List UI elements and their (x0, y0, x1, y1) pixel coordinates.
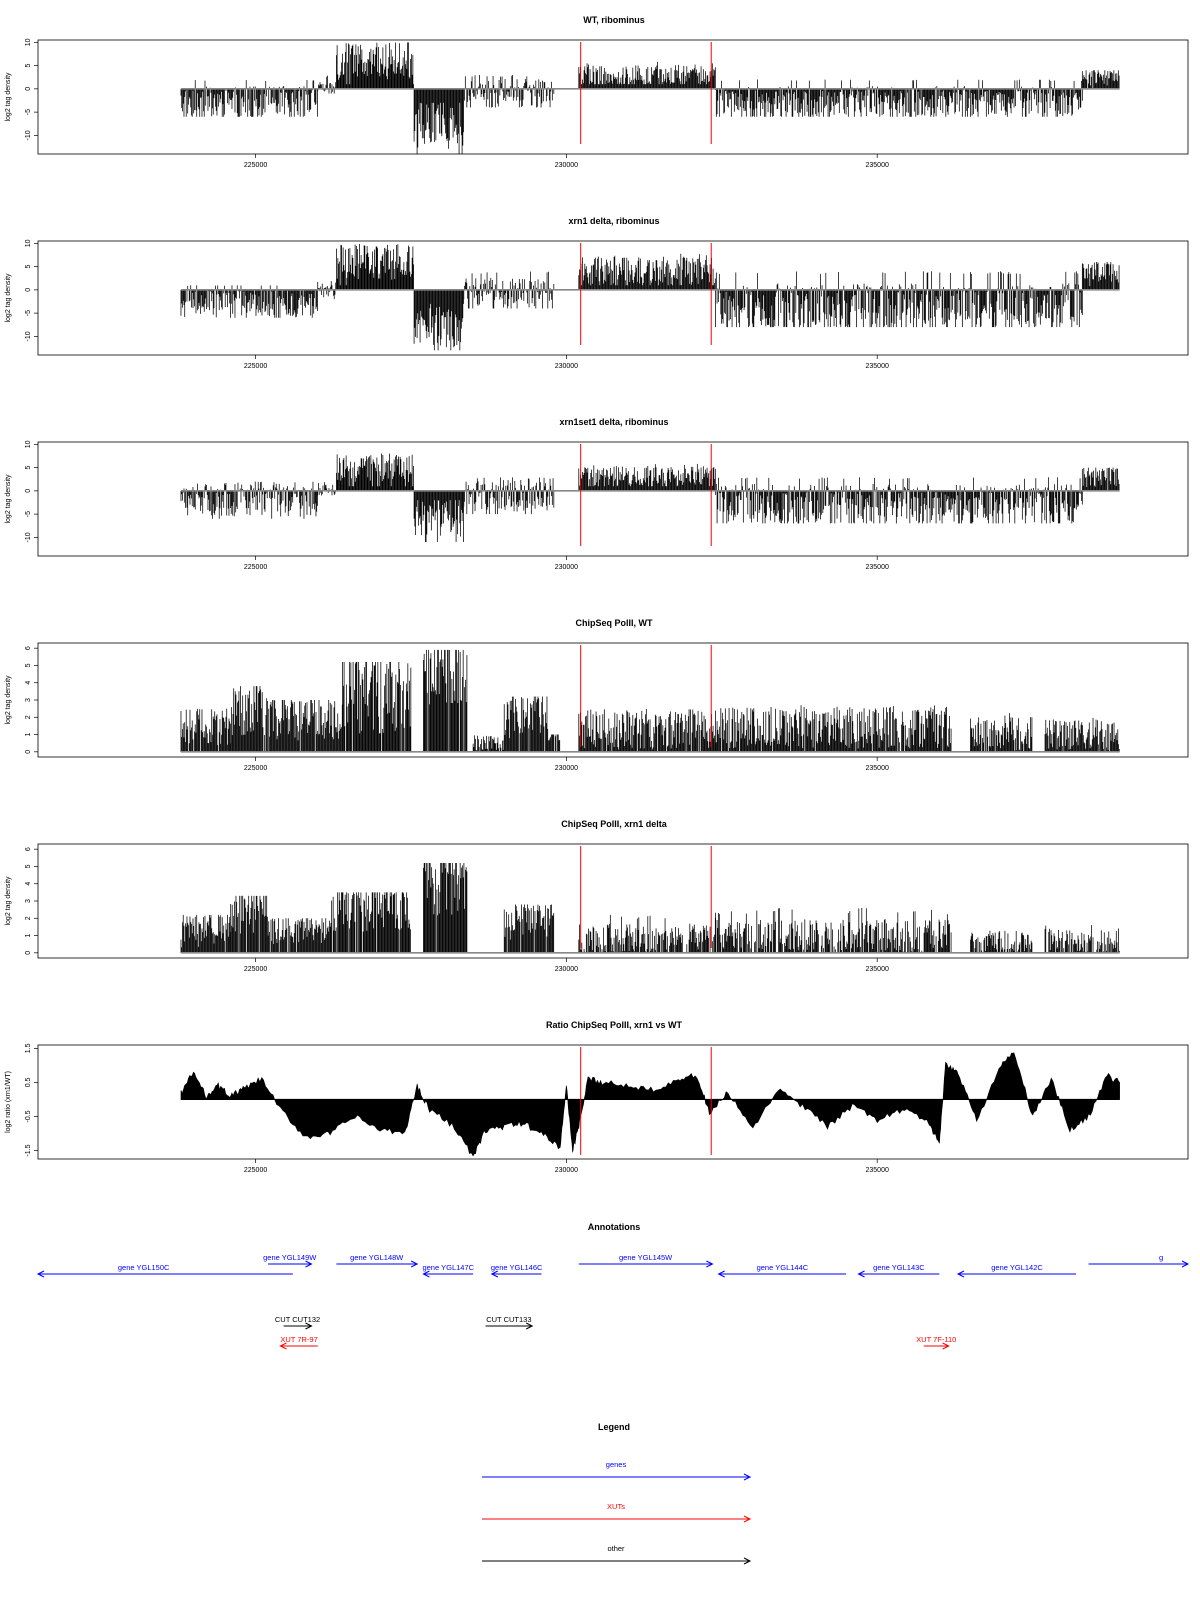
bar-segment-6 (473, 735, 504, 751)
track-panels (5, 15, 1188, 1174)
bar-segment-5 (423, 650, 467, 752)
data-series (181, 454, 1120, 542)
y-axis-label: log2 tag density (5, 474, 12, 524)
bar-segment-6 (579, 254, 716, 290)
bar-segment-2 (318, 76, 336, 94)
bar-segment-7 (504, 697, 547, 752)
y-axis-label: log2 tag density (5, 273, 12, 323)
y-tick-label: 5 (25, 663, 32, 668)
x-tick-label: 225000 (243, 966, 268, 973)
y-tick-label: 0 (25, 488, 32, 493)
bar-segment-2 (318, 482, 336, 495)
bar-segment-7 (716, 80, 1083, 117)
track-panel-5 (5, 819, 1188, 973)
y-tick-label: 6 (25, 646, 32, 651)
y-tick-label: -10 (25, 532, 32, 543)
plot-frame (38, 241, 1188, 355)
y-tick-label: 4 (25, 680, 32, 685)
panel-title: WT, ribominus (583, 15, 645, 25)
x-tick-label: 235000 (865, 564, 889, 571)
panel-title: ChipSeq PolII, xrn1 delta (561, 819, 667, 829)
y-axis-label: log2 tag density (5, 675, 12, 725)
bar-segment-4 (343, 662, 411, 752)
x-tick-label: 230000 (554, 765, 579, 772)
bar-segment-4 (414, 491, 464, 542)
y-tick-label: -10 (25, 130, 32, 141)
bar-segment-8 (1082, 262, 1119, 290)
y-tick-label: 5 (25, 465, 32, 470)
panel-title: ChipSeq PolII, WT (575, 618, 653, 628)
bar-segment-3 (268, 700, 342, 752)
y-tick-label: 5 (25, 864, 32, 869)
track-panel-1 (5, 15, 1188, 169)
x-tick-label: 235000 (865, 363, 889, 370)
bar-segment-12 (1045, 718, 1119, 752)
y-tick-label: 0 (25, 749, 32, 754)
y-tick-label: 0 (25, 86, 32, 91)
y-tick-label: 5 (25, 63, 32, 68)
bar-segment-8 (1082, 468, 1119, 491)
bar-segment-6 (579, 62, 716, 89)
x-tick-label: 230000 (554, 162, 579, 169)
y-tick-label: -10 (25, 331, 32, 342)
y-tick-label: 5 (25, 264, 32, 269)
y-tick-label: 10 (25, 239, 32, 248)
track-panel-2 (5, 216, 1188, 370)
y-tick-label: 0 (25, 287, 32, 292)
bar-segment-5 (464, 477, 554, 514)
bar-segment-3 (336, 454, 413, 491)
data-series (181, 42, 1120, 154)
bar-segment-9 (579, 709, 716, 752)
bar-segment-11 (970, 713, 1031, 752)
bar-segment-2 (231, 686, 268, 752)
y-axis-label: log2 tag density (5, 876, 12, 926)
data-series (181, 244, 1120, 350)
track-panel-3 (5, 417, 1188, 571)
bar-segment-8 (1082, 70, 1119, 89)
x-tick-label: 235000 (865, 765, 889, 772)
bar-segment-8 (548, 735, 560, 752)
y-tick-label: 10 (25, 440, 32, 449)
x-tick-label: 225000 (243, 765, 268, 772)
x-tick-label: 225000 (243, 564, 268, 571)
x-tick-label: 230000 (554, 966, 579, 973)
y-tick-label: 2 (25, 715, 32, 720)
x-tick-label: 235000 (865, 162, 889, 169)
x-tick-label: 225000 (243, 162, 268, 169)
bar-segment-7 (716, 477, 1083, 523)
y-tick-label: -5 (25, 109, 32, 116)
x-tick-label: 230000 (554, 363, 579, 370)
y-tick-label: 4 (25, 881, 32, 886)
bar-segment-4 (414, 89, 464, 154)
y-tick-label: 2 (25, 916, 32, 921)
bar-segment-4 (414, 290, 464, 350)
data-series (181, 650, 1120, 752)
bar-segment-1 (181, 80, 317, 117)
y-tick-label: 1 (25, 933, 32, 938)
y-tick-label: -5 (25, 310, 32, 317)
y-tick-label: 6 (25, 847, 32, 852)
y-tick-label: 3 (25, 899, 32, 903)
x-tick-label: 230000 (554, 564, 579, 571)
y-tick-label: -5 (25, 511, 32, 518)
y-axis-label: log2 tag density (5, 72, 12, 122)
panel-title: xrn1set1 delta, ribominus (559, 417, 669, 427)
bar-segment-3 (336, 42, 413, 89)
panel-title: xrn1 delta, ribominus (568, 216, 660, 226)
bar-segment-10 (716, 705, 952, 752)
bar-segment-3 (336, 244, 413, 290)
bar-segment-1 (181, 482, 317, 519)
bar-segment-5 (464, 75, 554, 108)
data-series (181, 863, 1120, 953)
y-tick-label: 10 (25, 38, 32, 47)
x-tick-label: 235000 (865, 966, 889, 973)
y-tick-label: 3 (25, 698, 32, 702)
bar-segment-1 (181, 709, 231, 752)
bar-segment-1 (181, 915, 231, 953)
track-panel-4 (5, 618, 1188, 772)
bar-segment-6 (579, 464, 716, 491)
bar-segment-7 (716, 271, 1083, 327)
y-tick-label: 1 (25, 732, 32, 737)
y-tick-label: 0 (25, 950, 32, 955)
x-tick-label: 225000 (243, 363, 268, 370)
